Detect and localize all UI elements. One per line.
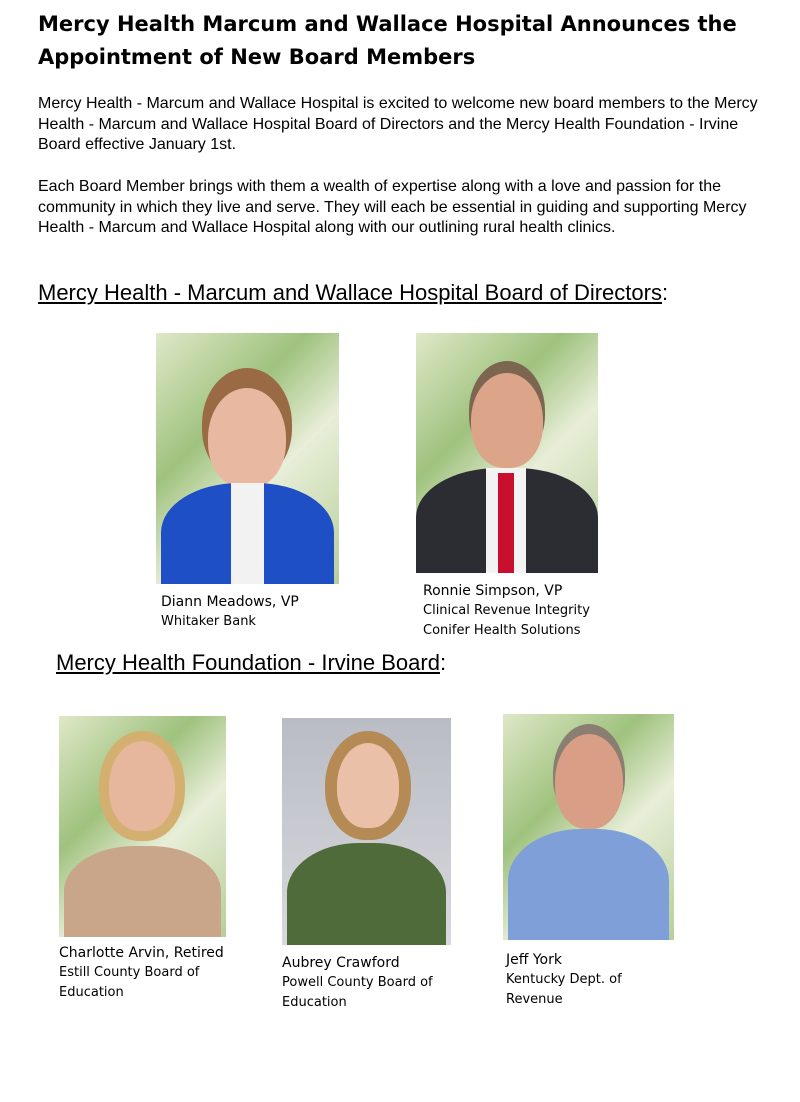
portrait-head (555, 734, 623, 829)
photo-diann-meadows (156, 333, 339, 584)
member-affiliation: Kentucky Dept. of (506, 972, 622, 987)
expertise-paragraph: Each Board Member brings with them a wealth of expertise along with a love and passion for the community in which they live and serve. They will each be essential in guiding and supporting Mercy Health - Marcum and Wallace Hospital along with our outlining rural health clinics. (38, 178, 747, 236)
section-heading-colon: : (661, 280, 669, 305)
section-heading-board-of-directors (38, 280, 668, 306)
page-title: Mercy Health Marcum and Wallace Hospital Announces the Appointment of New Board Members (38, 12, 737, 69)
member-affiliation: Revenue (506, 992, 563, 1007)
member-affiliation: Powell County Board of (282, 975, 433, 990)
member-name: Aubrey Crawford (282, 955, 400, 971)
member-affiliation: Conifer Health Solutions (423, 623, 581, 638)
caption-aubrey-crawford (282, 953, 433, 1013)
member-affiliation: Estill County Board of (59, 965, 200, 980)
portrait-blouse (231, 483, 264, 584)
member-affiliation: Clinical Revenue Integrity (423, 603, 590, 618)
member-affiliation: Education (282, 995, 347, 1010)
caption-ronnie-simpson (423, 581, 590, 641)
member-affiliation: Education (59, 985, 124, 1000)
photo-charlotte-arvin (59, 716, 226, 937)
member-name: Jeff York (506, 952, 562, 968)
intro-paragraph: Mercy Health - Marcum and Wallace Hospital is excited to welcome new board members to the Mercy Health - Marcum and Wallace Hospital Board of Directors and the Mercy Health Foundation - Irvine Board effective January 1st. (38, 95, 758, 153)
section-heading-foundation-board (56, 650, 446, 676)
member-name: Charlotte Arvin, Retired (59, 945, 224, 961)
photo-jeff-york (503, 714, 674, 940)
portrait-head (109, 741, 175, 831)
portrait-head (208, 388, 286, 488)
section-heading-text: Mercy Health - Marcum and Wallace Hospital Board of Directors (38, 280, 662, 305)
portrait-head (337, 743, 399, 828)
caption-jeff-york (506, 950, 622, 1010)
portrait-tie (498, 473, 514, 573)
caption-charlotte-arvin (59, 943, 224, 1003)
member-name: Ronnie Simpson, VP (423, 583, 563, 599)
portrait-head (471, 373, 543, 468)
portrait-body (64, 846, 221, 937)
caption-diann-meadows (161, 592, 299, 632)
photo-ronnie-simpson (416, 333, 598, 573)
photo-aubrey-crawford (282, 718, 451, 945)
member-name: Diann Meadows, VP (161, 594, 299, 610)
portrait-body (287, 843, 446, 945)
section-heading-text: Mercy Health Foundation - Irvine Board (56, 650, 440, 675)
section-heading-colon: : (439, 650, 447, 675)
member-affiliation: Whitaker Bank (161, 614, 256, 629)
portrait-body (508, 829, 669, 940)
